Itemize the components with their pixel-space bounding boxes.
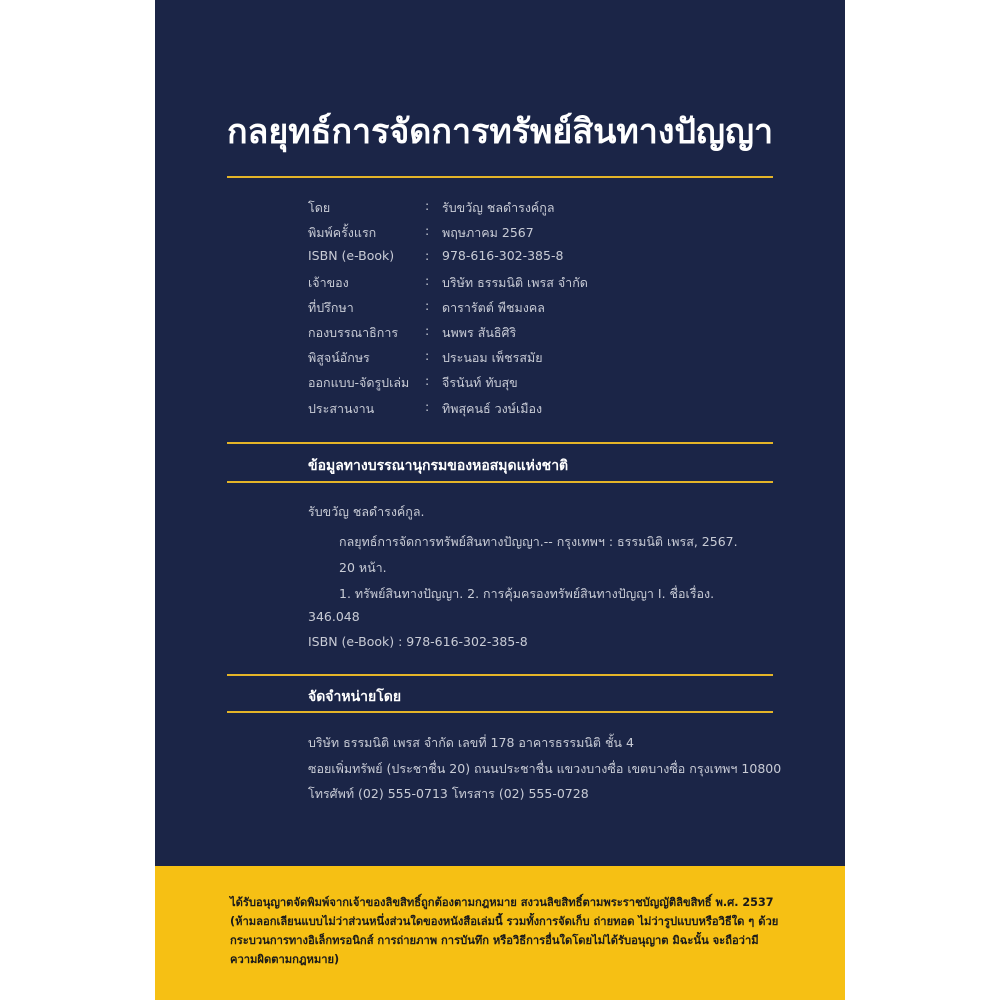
info-colon: : — [425, 348, 430, 363]
book-page — [155, 0, 845, 1000]
info-colon: : — [425, 248, 430, 263]
divider — [227, 481, 773, 483]
book-title: กลยุทธ์การจัดการทรัพย์สินทางปัญญา — [226, 112, 774, 152]
info-label: ISBN (e-Book) — [308, 248, 395, 263]
info-colon: : — [425, 198, 430, 213]
copyright-notice: ได้รับอนุญาตจัดพิมพ์จากเจ้าของลิขสิทธิ์ถูกต้องตามกฎหมาย สงวนลิขสิทธิ์ตามพระราชบัญญัติลิขสิทธิ์ พ.ศ. 2537 (ห้ามลอกเลียนแบบไม่ว่าส่วนหนึ่งส่วนใดของหนังสือเล่มนี้ รวมทั้งการจัดเก็บ ถ่ายทอด ไม่ว่ารูปแบบหรือวิธีใด ๆ ด้วยกระบวนการทางอิเล็กทรอนิกส์ การถ่ายภาพ การบันทึก หรือวิธีการอื่นใดโดยไม่ได้รับอนุญาต มิฉะนั้น จะถือว่ามีความผิดตามกฎหมาย) — [230, 896, 779, 966]
info-label: ที่ปรึกษา — [308, 300, 354, 315]
catalog-line: 20 หน้า. — [339, 560, 387, 575]
divider — [227, 176, 773, 178]
info-value: พฤษภาคม 2567 — [442, 225, 534, 240]
info-colon: : — [425, 323, 430, 338]
divider — [227, 674, 773, 676]
info-colon: : — [425, 298, 430, 313]
info-colon: : — [425, 373, 430, 388]
info-label: กองบรรณาธิการ — [308, 325, 399, 340]
info-value: รับขวัญ ชลดำรงค์กูล — [442, 200, 555, 215]
info-value: นพพร สันธิศิริ — [442, 325, 517, 340]
address-line: บริษัท ธรรมนิติ เพรส จำกัด เลขที่ 178 อาคารธรรมนิติ ชั้น 4 — [308, 735, 634, 750]
catalog-heading: ข้อมูลทางบรรณานุกรมของหอสมุดแห่งชาติ — [308, 458, 569, 474]
info-label: โดย — [308, 200, 331, 215]
info-label: ออกแบบ-จัดรูปเล่ม — [308, 375, 410, 390]
info-colon: : — [425, 273, 430, 288]
catalog-line: กลยุทธ์การจัดการทรัพย์สินทางปัญญา.-- กรุงเทพฯ : ธรรมนิติ เพรส, 2567. — [339, 534, 738, 549]
copyright-band — [155, 866, 845, 1000]
info-colon: : — [425, 399, 430, 414]
divider — [227, 711, 773, 713]
info-value: ประนอม เพ็ชรสมัย — [442, 350, 543, 365]
info-value: ทิพสุคนธ์ วงษ์เมือง — [442, 401, 543, 416]
info-label: พิสูจน์อักษร — [308, 350, 370, 365]
info-value: บริษัท ธรรมนิติ เพรส จำกัด — [442, 275, 588, 290]
catalog-line: 1. ทรัพย์สินทางปัญญา. 2. การคุ้มครองทรัพย์สินทางปัญญา I. ชื่อเรื่อง. — [339, 586, 715, 601]
info-value: 978-616-302-385-8 — [442, 248, 564, 263]
catalog-line: 346.048 — [308, 609, 360, 624]
info-label: พิมพ์ครั้งแรก — [308, 225, 377, 240]
info-label: เจ้าของ — [308, 275, 349, 290]
address-line: ซอยเพิ่มทรัพย์ (ประชาชื่น 20) ถนนประชาชื่น แขวงบางซื่อ เขตบางซื่อ กรุงเทพฯ 10800 — [308, 761, 782, 776]
info-value: ดารารัตต์ พืชมงคล — [442, 300, 545, 315]
distribution-heading: จัดจำหน่ายโดย — [308, 689, 402, 705]
catalog-line: รับขวัญ ชลดำรงค์กูล. — [308, 504, 425, 519]
info-colon: : — [425, 223, 430, 238]
info-label: ประสานงาน — [308, 401, 375, 416]
divider — [227, 442, 773, 444]
catalog-line: ISBN (e-Book) : 978-616-302-385-8 — [308, 634, 528, 649]
address-line: โทรศัพท์ (02) 555-0713 โทรสาร (02) 555-0728 — [308, 786, 589, 801]
info-value: จีรนันท์ ทับสุข — [442, 375, 518, 390]
